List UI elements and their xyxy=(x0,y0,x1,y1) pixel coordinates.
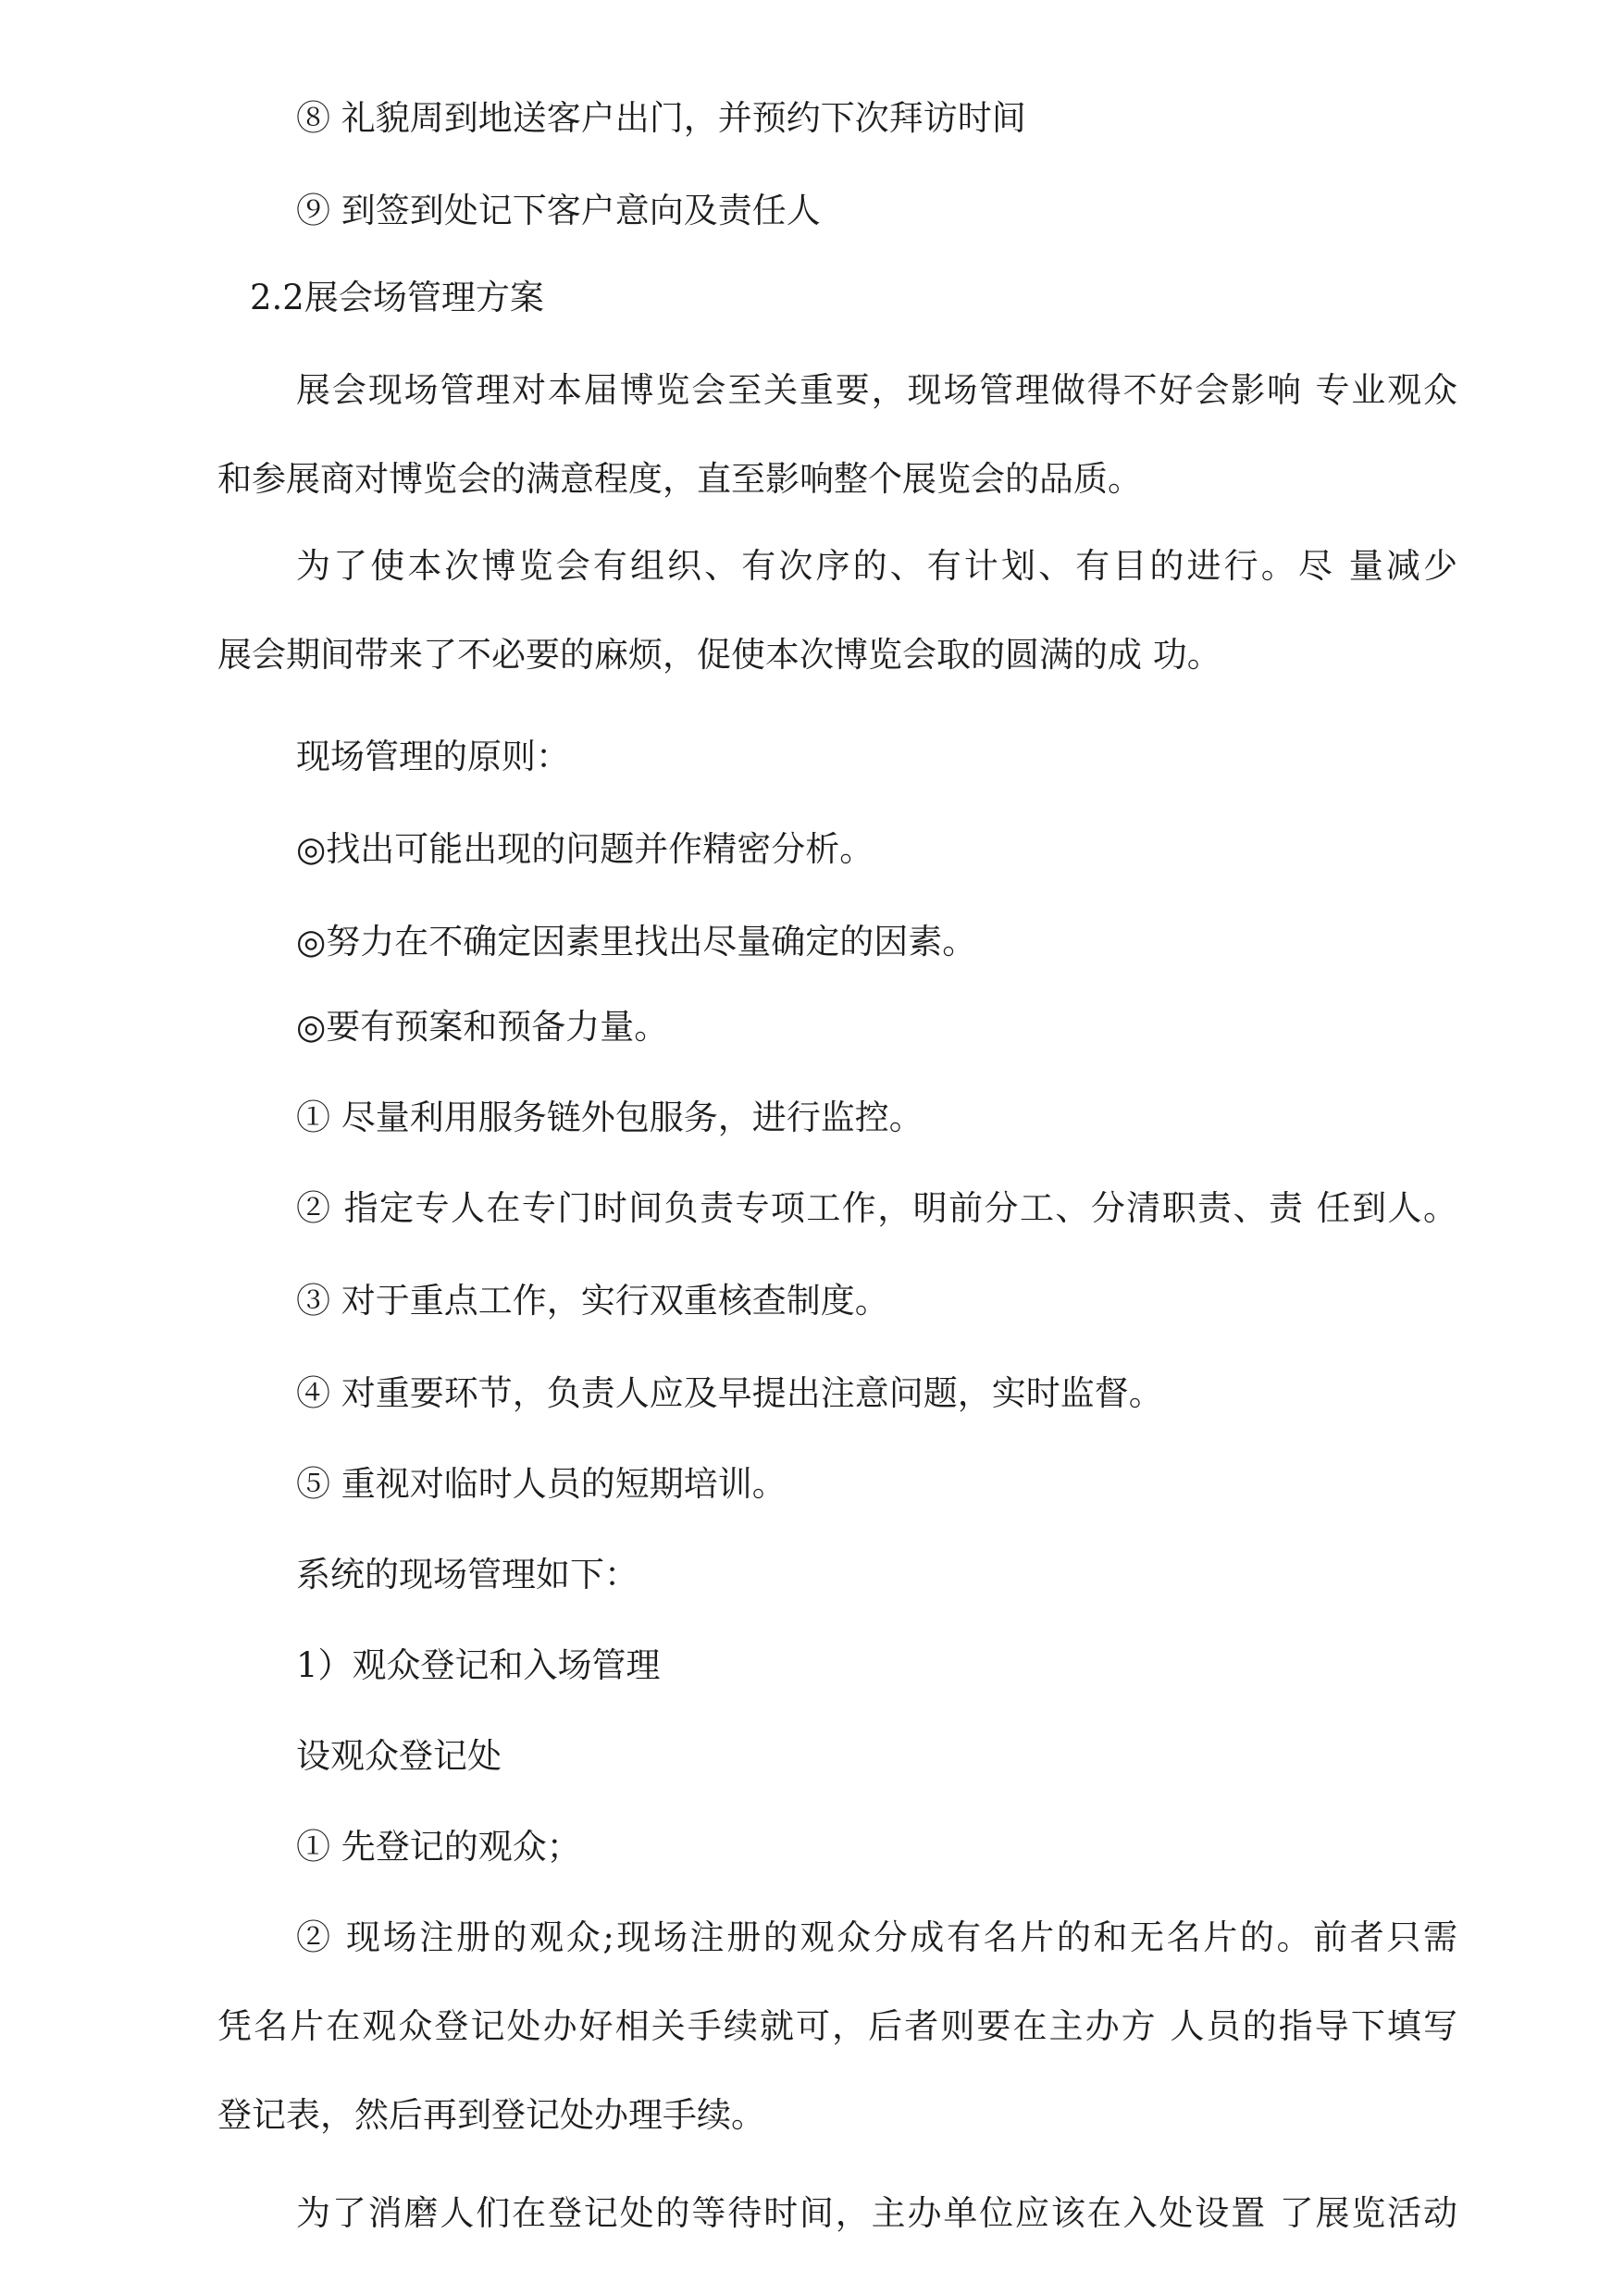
list-item-8: ⑧ 礼貌周到地送客户出门，并预约下次拜访时间 xyxy=(296,98,1026,138)
paragraph-2-line-2: 展会期间带来了不必要的麻烦，促使本次博览会取的圆满的成 功。 xyxy=(217,635,1221,675)
list-item-4: ④ 对重要环节，负责人应及早提出注意问题，实时监督。 xyxy=(296,1373,1163,1413)
paragraph-1-line-1: 展会现场管理对本届博览会至关重要，现场管理做得不好会影响 专业观众 xyxy=(296,370,1457,410)
paragraph-1-line-2: 和参展商对博览会的满意程度，直至影响整个展览会的品质。 xyxy=(217,459,1142,499)
principle-item-3: ◎要有预案和预备力量。 xyxy=(296,1007,669,1047)
paragraph-3-line-3: 登记表，然后再到登记处办理手续。 xyxy=(217,2095,765,2135)
paragraph-2-line-1: 为了使本次博览会有组织、有次序的、有计划、有目的进行。尽 量减少 xyxy=(296,546,1457,586)
section-heading: 2.2展会场管理方案 xyxy=(250,278,544,317)
list-item-5: ⑤ 重视对临时人员的短期培训。 xyxy=(296,1464,787,1504)
list-item-1: ① 尽量利用服务链外包服务，进行监控。 xyxy=(296,1098,924,1137)
list-item-3: ③ 对于重点工作，实行双重核查制度。 xyxy=(296,1281,889,1321)
principles-heading: 现场管理的原则： xyxy=(296,737,570,776)
list-item-9: ⑨ 到签到处记下客户意向及责任人 xyxy=(296,191,821,230)
paragraph-3-line-2: 凭名片在观众登记处办好相关手续就可，后者则要在主办方 人员的指导下填写 xyxy=(217,2006,1457,2046)
list-item-2: ② 指定专人在专门时间负责专项工作，明前分工、分清职责、责 任到人。 xyxy=(296,1188,1457,1228)
registration-item-1: ① 先登记的观众； xyxy=(296,1827,581,1867)
subsection-heading: 1）观众登记和入场管理 xyxy=(296,1645,661,1685)
system-heading: 系统的现场管理如下： xyxy=(296,1555,638,1594)
registration-desk-line: 设观众登记处 xyxy=(296,1736,502,1776)
paragraph-3-line-1: ② 现场注册的观众;现场注册的观众分成有名片的和无名片的。前者只需 xyxy=(296,1917,1457,1957)
paragraph-4-line-1: 为了消磨人们在登记处的等待时间，主办单位应该在入处设置 了展览活动 xyxy=(296,2193,1457,2233)
principle-item-2: ◎努力在不确定因素里找出尽量确定的因素。 xyxy=(296,922,977,961)
principle-item-1: ◎找出可能出现的问题并作精密分析。 xyxy=(296,829,874,869)
